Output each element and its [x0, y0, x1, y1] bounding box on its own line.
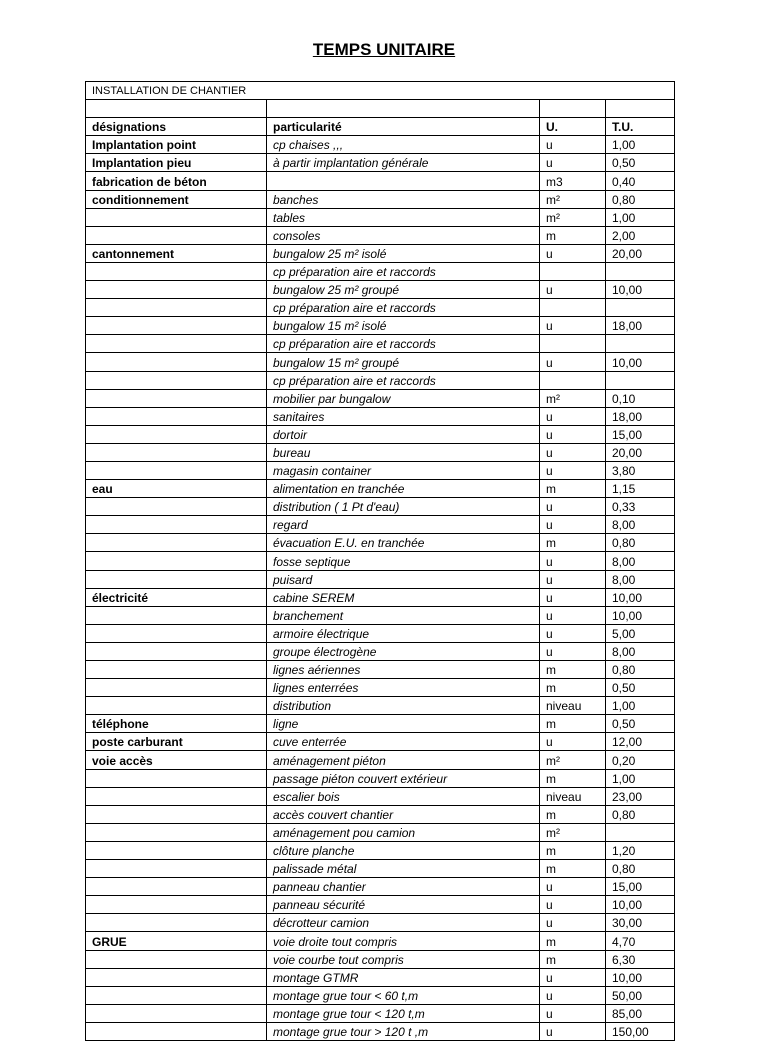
unit-cell: m²: [540, 190, 606, 208]
table-row: [86, 860, 675, 878]
particularite-cell: alimentation en tranchée: [267, 480, 540, 498]
unit-cell: u: [540, 154, 606, 172]
particularite-cell: magasin container: [267, 461, 540, 479]
table-row: [86, 642, 675, 660]
unit-cell: u: [540, 570, 606, 588]
unit-time-cell: 1,00: [606, 208, 675, 226]
table-row: [86, 950, 675, 968]
designation-cell: [86, 697, 267, 715]
unit-time-cell: 0,33: [606, 498, 675, 516]
unit-cell: m: [540, 661, 606, 679]
unit-time-cell: 8,00: [606, 642, 675, 660]
unit-cell: m²: [540, 751, 606, 769]
unit-cell: u: [540, 244, 606, 262]
unit-cell: m: [540, 480, 606, 498]
designation-cell: fabrication de béton: [86, 172, 267, 190]
unit-time-cell: 1,00: [606, 769, 675, 787]
table-row: [86, 335, 675, 353]
unit-cell: [540, 335, 606, 353]
unit-cell: u: [540, 443, 606, 461]
unit-cell: u: [540, 353, 606, 371]
unit-cell: m²: [540, 389, 606, 407]
unit-cell: u: [540, 407, 606, 425]
unit-time-table: [85, 81, 675, 1041]
table-row: [86, 805, 675, 823]
table-row: [86, 353, 675, 371]
particularite-cell: montage grue tour < 60 t,m: [267, 986, 540, 1004]
unit-time-cell: 18,00: [606, 407, 675, 425]
designation-cell: [86, 407, 267, 425]
designation-cell: [86, 860, 267, 878]
particularite-cell: dortoir: [267, 425, 540, 443]
designation-cell: [86, 498, 267, 516]
table-row: [86, 769, 675, 787]
table-row: [86, 896, 675, 914]
particularite-cell: consoles: [267, 226, 540, 244]
particularite-cell: cp préparation aire et raccords: [267, 299, 540, 317]
designation-cell: [86, 896, 267, 914]
table-row: [86, 425, 675, 443]
table-row: [86, 1022, 675, 1040]
designation-cell: [86, 281, 267, 299]
table-row: [86, 932, 675, 950]
table-row: [86, 461, 675, 479]
designation-cell: [86, 353, 267, 371]
unit-time-cell: 10,00: [606, 588, 675, 606]
table-row: [86, 172, 675, 190]
unit-time-cell: 10,00: [606, 606, 675, 624]
unit-cell: u: [540, 281, 606, 299]
unit-cell: m: [540, 841, 606, 859]
particularite-cell: cp préparation aire et raccords: [267, 262, 540, 280]
particularite-cell: voie droite tout compris: [267, 932, 540, 950]
particularite-cell: panneau sécurité: [267, 896, 540, 914]
designation-cell: [86, 841, 267, 859]
designation-cell: [86, 516, 267, 534]
particularite-cell: cabine SEREM: [267, 588, 540, 606]
designation-cell: [86, 317, 267, 335]
table-row: [86, 624, 675, 642]
unit-time-cell: 0,50: [606, 154, 675, 172]
designation-cell: [86, 299, 267, 317]
unit-cell: u: [540, 588, 606, 606]
unit-cell: u: [540, 624, 606, 642]
table-row: [86, 371, 675, 389]
unit-time-cell: [606, 299, 675, 317]
unit-cell: u: [540, 896, 606, 914]
designation-cell: Implantation point: [86, 136, 267, 154]
unit-time-cell: 10,00: [606, 896, 675, 914]
table-row: [86, 281, 675, 299]
unit-cell: niveau: [540, 787, 606, 805]
particularite-cell: bureau: [267, 443, 540, 461]
particularite-cell: décrotteur camion: [267, 914, 540, 932]
unit-time-cell: 8,00: [606, 516, 675, 534]
unit-time-cell: 0,80: [606, 860, 675, 878]
designation-cell: [86, 226, 267, 244]
particularite-cell: branchement: [267, 606, 540, 624]
unit-time-cell: 6,30: [606, 950, 675, 968]
unit-cell: [540, 262, 606, 280]
unit-time-cell: 2,00: [606, 226, 675, 244]
unit-time-cell: 10,00: [606, 281, 675, 299]
particularite-cell: cp préparation aire et raccords: [267, 335, 540, 353]
unit-time-cell: 0,80: [606, 805, 675, 823]
unit-cell: u: [540, 516, 606, 534]
table-row: [86, 317, 675, 335]
designation-cell: [86, 679, 267, 697]
unit-cell: m: [540, 769, 606, 787]
designation-cell: [86, 624, 267, 642]
designation-cell: [86, 606, 267, 624]
table-row: [86, 914, 675, 932]
designation-cell: [86, 914, 267, 932]
particularite-cell: montage grue tour > 120 t ,m: [267, 1022, 540, 1040]
unit-time-cell: 0,50: [606, 679, 675, 697]
particularite-cell: bungalow 25 m² isolé: [267, 244, 540, 262]
designation-cell: Implantation pieu: [86, 154, 267, 172]
particularite-cell: bungalow 25 m² groupé: [267, 281, 540, 299]
particularite-cell: tables: [267, 208, 540, 226]
unit-cell: u: [540, 914, 606, 932]
unit-time-cell: 3,80: [606, 461, 675, 479]
particularite-cell: regard: [267, 516, 540, 534]
table-row: [86, 986, 675, 1004]
table-row: [86, 534, 675, 552]
unit-cell: u: [540, 1004, 606, 1022]
designation-cell: GRUE: [86, 932, 267, 950]
particularite-cell: ligne: [267, 715, 540, 733]
particularite-cell: escalier bois: [267, 787, 540, 805]
unit-time-cell: 0,20: [606, 751, 675, 769]
designation-cell: [86, 371, 267, 389]
designation-cell: [86, 335, 267, 353]
table-row: [86, 480, 675, 498]
unit-time-cell: 0,80: [606, 534, 675, 552]
table-row: [86, 751, 675, 769]
unit-time-cell: 15,00: [606, 878, 675, 896]
table-row: [86, 1004, 675, 1022]
unit-cell: u: [540, 642, 606, 660]
unit-time-cell: 20,00: [606, 244, 675, 262]
designation-cell: [86, 1022, 267, 1040]
particularite-cell: fosse septique: [267, 552, 540, 570]
table-row: [86, 715, 675, 733]
particularite-cell: cuve enterrée: [267, 733, 540, 751]
unit-cell: m²: [540, 823, 606, 841]
unit-cell: m: [540, 534, 606, 552]
unit-cell: [540, 371, 606, 389]
unit-cell: u: [540, 461, 606, 479]
table-row: [86, 733, 675, 751]
unit-time-cell: 0,10: [606, 389, 675, 407]
particularite-cell: distribution: [267, 697, 540, 715]
particularite-cell: passage piéton couvert extérieur: [267, 769, 540, 787]
designation-cell: [86, 262, 267, 280]
particularite-cell: banches: [267, 190, 540, 208]
section-row: [86, 82, 675, 100]
table-row: [86, 244, 675, 262]
designation-cell: eau: [86, 480, 267, 498]
unit-time-cell: 20,00: [606, 443, 675, 461]
spacer-row: [86, 100, 675, 118]
designation-cell: [86, 389, 267, 407]
designation-cell: [86, 534, 267, 552]
unit-time-cell: 150,00: [606, 1022, 675, 1040]
particularite-cell: lignes aériennes: [267, 661, 540, 679]
unit-time-cell: 1,20: [606, 841, 675, 859]
particularite-cell: accès couvert chantier: [267, 805, 540, 823]
header-unit: U.: [540, 118, 606, 136]
unit-cell: m: [540, 715, 606, 733]
unit-cell: u: [540, 733, 606, 751]
table-row: [86, 841, 675, 859]
table-row: [86, 697, 675, 715]
unit-cell: u: [540, 606, 606, 624]
unit-time-cell: 8,00: [606, 552, 675, 570]
section-title: INSTALLATION DE CHANTIER: [86, 82, 675, 100]
unit-time-cell: 1,15: [606, 480, 675, 498]
unit-time-cell: 85,00: [606, 1004, 675, 1022]
designation-cell: conditionnement: [86, 190, 267, 208]
unit-time-cell: 1,00: [606, 697, 675, 715]
unit-cell: u: [540, 136, 606, 154]
unit-time-cell: 10,00: [606, 968, 675, 986]
table-row: [86, 389, 675, 407]
designation-cell: [86, 769, 267, 787]
table-row: [86, 154, 675, 172]
particularite-cell: sanitaires: [267, 407, 540, 425]
particularite-cell: bungalow 15 m² isolé: [267, 317, 540, 335]
particularite-cell: lignes enterrées: [267, 679, 540, 697]
unit-cell: u: [540, 878, 606, 896]
designation-cell: [86, 878, 267, 896]
table-row: [86, 262, 675, 280]
designation-cell: [86, 787, 267, 805]
designation-cell: [86, 552, 267, 570]
table-row: [86, 516, 675, 534]
unit-time-cell: 12,00: [606, 733, 675, 751]
designation-cell: [86, 461, 267, 479]
particularite-cell: évacuation E.U. en tranchée: [267, 534, 540, 552]
table-row: [86, 679, 675, 697]
designation-cell: [86, 570, 267, 588]
unit-cell: m²: [540, 208, 606, 226]
designation-cell: [86, 805, 267, 823]
designation-cell: [86, 968, 267, 986]
designation-cell: voie accès: [86, 751, 267, 769]
particularite-cell: voie courbe tout compris: [267, 950, 540, 968]
unit-cell: u: [540, 1022, 606, 1040]
unit-cell: m: [540, 932, 606, 950]
unit-cell: [540, 299, 606, 317]
designation-cell: téléphone: [86, 715, 267, 733]
table-row: [86, 661, 675, 679]
particularite-cell: [267, 172, 540, 190]
designation-cell: [86, 661, 267, 679]
particularite-cell: puisard: [267, 570, 540, 588]
particularite-cell: bungalow 15 m² groupé: [267, 353, 540, 371]
unit-time-cell: [606, 335, 675, 353]
unit-cell: m: [540, 860, 606, 878]
designation-cell: [86, 208, 267, 226]
unit-cell: u: [540, 317, 606, 335]
unit-time-cell: [606, 262, 675, 280]
table-row: [86, 823, 675, 841]
designation-cell: [86, 642, 267, 660]
table-row: [86, 968, 675, 986]
unit-cell: niveau: [540, 697, 606, 715]
unit-cell: u: [540, 425, 606, 443]
unit-time-cell: 5,00: [606, 624, 675, 642]
particularite-cell: cp préparation aire et raccords: [267, 371, 540, 389]
table-row: [86, 208, 675, 226]
unit-time-cell: 30,00: [606, 914, 675, 932]
table-row: [86, 570, 675, 588]
unit-time-cell: 1,00: [606, 136, 675, 154]
unit-time-cell: 0,50: [606, 715, 675, 733]
unit-cell: m: [540, 950, 606, 968]
particularite-cell: panneau chantier: [267, 878, 540, 896]
page-title: TEMPS UNITAIRE: [312, 40, 456, 59]
particularite-cell: montage grue tour < 120 t,m: [267, 1004, 540, 1022]
particularite-cell: aménagement piéton: [267, 751, 540, 769]
particularite-cell: armoire électrique: [267, 624, 540, 642]
unit-time-cell: 0,80: [606, 661, 675, 679]
table-row: [86, 552, 675, 570]
particularite-cell: groupe électrogène: [267, 642, 540, 660]
table-row: [86, 878, 675, 896]
designation-cell: [86, 1004, 267, 1022]
table-row: [86, 226, 675, 244]
table-row: [86, 443, 675, 461]
designation-cell: électricité: [86, 588, 267, 606]
unit-cell: u: [540, 498, 606, 516]
unit-time-cell: 4,70: [606, 932, 675, 950]
particularite-cell: à partir implantation générale: [267, 154, 540, 172]
header-designations: désignations: [86, 118, 267, 136]
unit-time-cell: 18,00: [606, 317, 675, 335]
particularite-cell: distribution ( 1 Pt d'eau): [267, 498, 540, 516]
unit-time-cell: 0,80: [606, 190, 675, 208]
particularite-cell: clôture planche: [267, 841, 540, 859]
header-particularite: particularité: [267, 118, 540, 136]
unit-time-cell: [606, 823, 675, 841]
particularite-cell: montage GTMR: [267, 968, 540, 986]
unit-time-cell: 10,00: [606, 353, 675, 371]
unit-time-cell: 23,00: [606, 787, 675, 805]
table-row: [86, 407, 675, 425]
table-row: [86, 190, 675, 208]
particularite-cell: aménagement pou camion: [267, 823, 540, 841]
particularite-cell: palissade métal: [267, 860, 540, 878]
unit-cell: u: [540, 552, 606, 570]
header-row: [86, 118, 675, 136]
particularite-cell: cp chaises ,,,: [267, 136, 540, 154]
unit-cell: u: [540, 968, 606, 986]
unit-time-cell: 15,00: [606, 425, 675, 443]
designation-cell: cantonnement: [86, 244, 267, 262]
table-row: [86, 299, 675, 317]
particularite-cell: mobilier par bungalow: [267, 389, 540, 407]
designation-cell: [86, 950, 267, 968]
unit-cell: m: [540, 805, 606, 823]
designation-cell: [86, 823, 267, 841]
unit-cell: m: [540, 679, 606, 697]
designation-cell: poste carburant: [86, 733, 267, 751]
unit-time-cell: 0,40: [606, 172, 675, 190]
table-row: [86, 787, 675, 805]
unit-cell: u: [540, 986, 606, 1004]
table-row: [86, 498, 675, 516]
designation-cell: [86, 425, 267, 443]
table-row: [86, 606, 675, 624]
designation-cell: [86, 443, 267, 461]
table-row: [86, 136, 675, 154]
unit-cell: m: [540, 226, 606, 244]
unit-time-cell: 8,00: [606, 570, 675, 588]
header-unit-time: T.U.: [606, 118, 675, 136]
unit-time-cell: 50,00: [606, 986, 675, 1004]
unit-time-cell: [606, 371, 675, 389]
designation-cell: [86, 986, 267, 1004]
table-row: [86, 588, 675, 606]
unit-cell: m3: [540, 172, 606, 190]
